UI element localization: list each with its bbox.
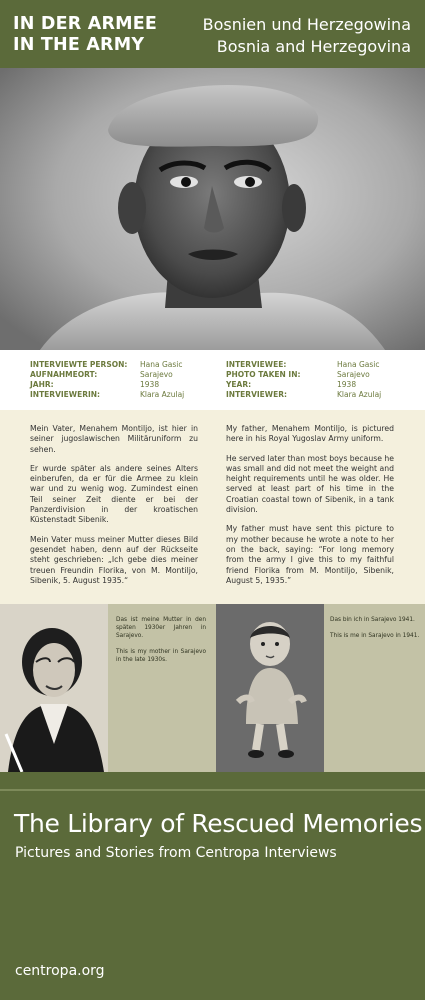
info-en-row-0 (226, 360, 286, 370)
info-de-row-3 (30, 390, 100, 400)
country-german: Bosnien und Herzegowina (202, 15, 411, 34)
info-de-value-1: Sarajevo (140, 370, 173, 379)
info-en-row-3 (226, 390, 287, 400)
story-de-paragraph: Mein Vater muss meiner Mutter dieses Bild gesendet haben, denn auf der Rückseite steht geschrieben: „Ich gebe dies meiner treuen Freundin Florika, von M. Montiljo, Sibenik, 5. August 1935.“ (30, 534, 198, 585)
story-de-paragraph: Mein Vater, Menahem Montiljo, ist hier in seiner jugoslawischen Militäruniform zu sehen. (30, 424, 198, 454)
soldier-portrait-image (0, 68, 425, 350)
footer-subtitle: Pictures and Stories from Centropa Interviews (15, 845, 337, 861)
country-english: Bosnia and Herzegovina (216, 37, 411, 56)
story-german-column (30, 424, 198, 595)
mother-caption-german: Das ist meine Mutter in den späten 1930er Jahren in Sarajevo. (116, 617, 206, 639)
mother-caption-english: This is my mother in Sarajevo in the late 1930s. (116, 649, 206, 663)
info-en-row-1 (226, 370, 300, 380)
interview-info-panel (0, 350, 425, 410)
footer-url: centropa.org (15, 963, 105, 979)
footer-divider (0, 789, 425, 791)
child-caption-english: This is me in Sarajevo in 1941. (330, 633, 420, 639)
soldier-portrait-photo (0, 68, 425, 350)
info-de-key: JAHR: (30, 380, 54, 389)
info-en-value-3: Klara Azulaj (337, 390, 382, 399)
info-de-row-0 (30, 360, 127, 370)
info-de-value-3: Klara Azulaj (140, 390, 185, 399)
info-en-key: INTERVIEWER: (226, 390, 287, 399)
story-english-column (226, 424, 394, 595)
title-block (13, 14, 157, 56)
story-en-paragraph: My father must have sent this picture to my mother because he wrote a note to her on the back, saying: “For long memory from the army I give this to my faithful friend Florika from M. Montiljo, Sibenik, August 5, 1935.” (226, 524, 394, 585)
info-de-key: INTERVIEWTE PERSON: (30, 360, 128, 369)
title-english: IN THE ARMY (13, 35, 145, 55)
mother-caption (116, 616, 206, 672)
family-photos-strip (0, 604, 425, 772)
info-en-key: INTERVIEWEE: (226, 360, 287, 369)
info-de-key: INTERVIEWERIN: (30, 390, 101, 399)
info-de-value-0: Hana Gasic (140, 360, 183, 369)
story-text-panel (0, 410, 425, 604)
info-en-row-2 (226, 380, 251, 390)
mother-photo (0, 604, 108, 772)
info-en-value-0: Hana Gasic (337, 360, 380, 369)
title-german: IN DER ARMEE (13, 14, 158, 34)
footer-title: The Library of Rescued Memories (14, 809, 423, 838)
info-de-row-1 (30, 370, 97, 380)
info-en-key: YEAR: (226, 380, 252, 389)
child-photo (216, 604, 324, 772)
info-en-value-2: 1938 (337, 380, 357, 389)
child-caption-german: Das bin ich in Sarajevo 1941. (330, 617, 415, 623)
story-de-paragraph: Er wurde später als andere seines Alters einberufen, da er für die Armee zu klein war und zu wenig wog. Zumindest einen Teil seiner Zeit diente er bei der Panzerdivision in der kroatischen Küstenstadt Sibenik. (30, 463, 198, 525)
child-caption (330, 616, 420, 648)
info-de-value-2: 1938 (140, 380, 160, 389)
story-en-paragraph: My father, Menahem Montiljo, is pictured here in his Royal Yugoslav Army uniform. (226, 424, 394, 444)
info-de-key: AUFNAHMEORT: (30, 370, 98, 379)
info-en-key: PHOTO TAKEN IN: (226, 370, 301, 379)
header-bar (0, 0, 425, 68)
info-de-row-2 (30, 380, 54, 390)
footer-panel (0, 772, 425, 1000)
story-en-paragraph: He served later than most boys because he was small and did not meet the weight and height requirements until he was older. He served at least part of his time in the Croatian coastal town of Sibenik, in a tank division. (226, 453, 394, 515)
country-block (203, 14, 411, 58)
info-en-value-1: Sarajevo (337, 370, 370, 379)
